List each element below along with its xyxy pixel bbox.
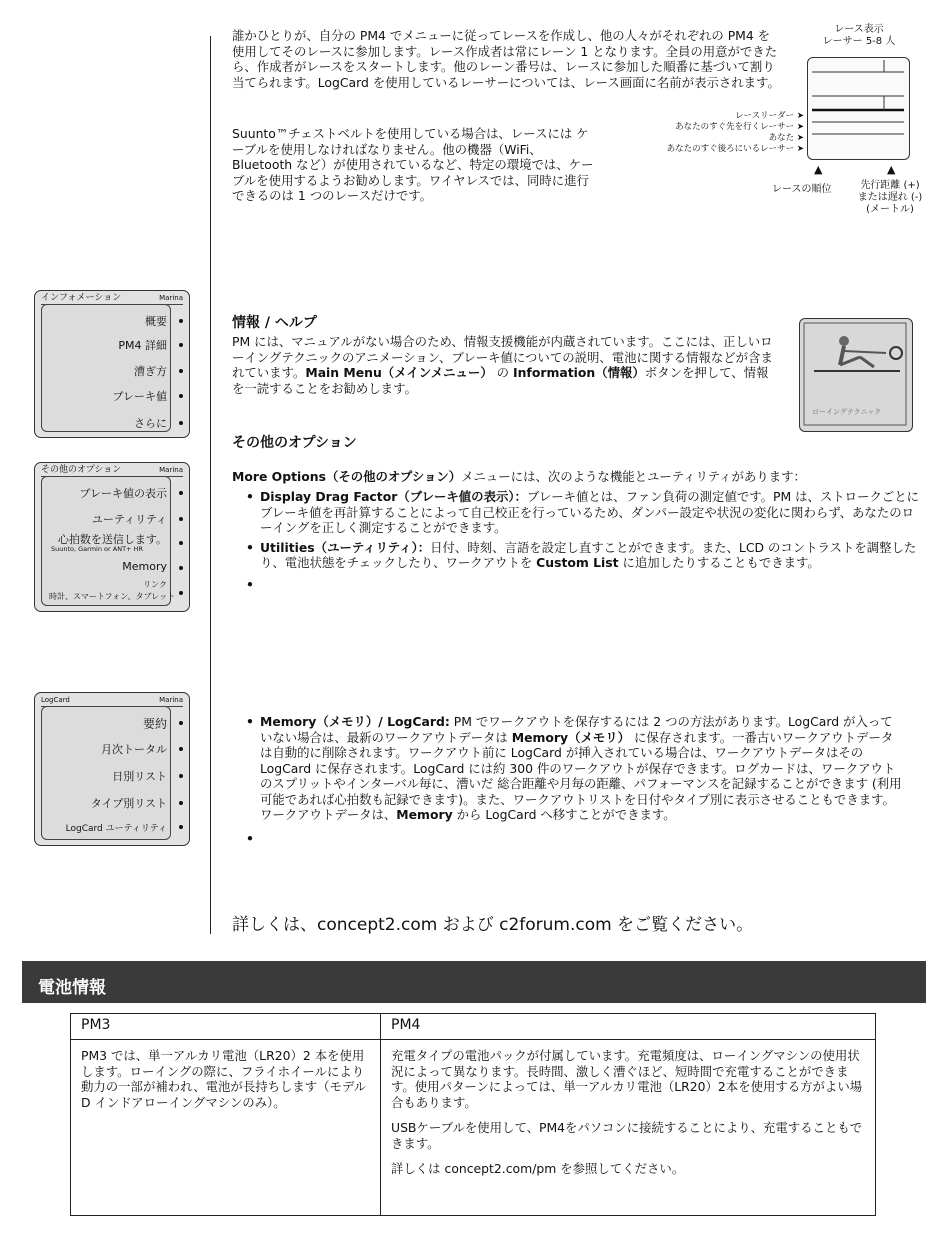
list-item: • Display Drag Factor（ブレーキ値の表示）：ブレーキ値とは、ファン負荷の測定値です。PM は、ストロークごとにブレーキ値を再計算することによって自己校正を行っているため、ダンパー設定や状況の変化に関わらず、あなたのローイングを正しく測定することができます。 [232,489,924,536]
lcd-item-by-type[interactable]: タイプ別リスト [90,797,167,810]
lcd-more-options-menu: その他のオプション Marina ブレーキ値の表示 ユーティリティ 心拍数を送信します。 Suunto, Garmin or ANT+ HR Memory リンク 時計、スマートフォン、タブレット [34,462,190,612]
lcd-item-technique[interactable]: 漕ぎ方 [134,365,167,378]
rowing-animation-screen: ローイングテクニック [799,318,913,432]
race-label-behind: あなたのすぐ後ろにいるレーサー ➤ [666,144,804,154]
lcd-item-link[interactable]: リンク [143,580,167,589]
race-diagram-title: レース表示 レーサー 5-8 人 [822,24,896,47]
info-help-heading: 情報 / ヘルプ [232,315,317,331]
lcd-item-monthly[interactable]: 月次トータル [101,743,167,756]
lcd-item-send-hr[interactable]: 心拍数を送信します。 [57,533,167,546]
up-arrow-icon: ▲ [814,163,823,176]
column-divider [210,36,211,934]
up-arrow-icon: ▲ [887,163,896,176]
lcd-item-display-drag[interactable]: ブレーキ値の表示 [79,487,167,500]
lcd-item-drag-factor[interactable]: ブレーキ値 [112,390,167,403]
race-label-distance: 先行距離 (+) または遅れ (-) (メートル) [857,180,923,215]
race-label-you: あなた ➤ [768,133,804,143]
other-options-list [232,489,924,593]
other-options-intro: More Options（その他のオプション）メニューには、次のような機能とユーティリティがあります： [232,469,806,484]
lcd-item-more[interactable]: さらに [134,417,167,430]
lcd-item-daily[interactable]: 日別リスト [112,770,167,783]
race-label-leader: レースリーダー ➤ [735,111,804,121]
list-item-empty [232,831,904,847]
race-label-ahead: あなたのすぐ先を行くレーサー ➤ [675,122,804,132]
lcd-item-summary[interactable]: 要約 [142,717,167,731]
lcd-item-pm4-details[interactable]: PM4 詳細 [118,339,167,352]
info-help-text: PM には、マニュアルがない場合のため、情報支援機能が内蔵されています。ここには、正しいローイングテクニックのアニメーション、ブレーキ値についての説明、電池に関する情報などが含まれています。Main Menu（メインメニュー） の Information（情報）ボタンを押して、情報を一読することをお勧めします。 [232,334,773,396]
intro-paragraph-2: Suunto™チェストベルトを使用している場合は、レースには ケーブルを使用しなければなりません。他の機器（WiFi、Bluetooth など）が使用されているなど、特定の環境では、ケーブルを使用するようお勧めします。ワイヤレスでは、同時に進行できるのは 1 つのレースだけです。 [232,126,594,203]
lcd-hr-subtext: Suunto, Garmin or ANT+ HR [51,545,143,553]
lcd-item-logcard-utilities[interactable]: LogCard ユーティリティ [65,824,167,834]
intro-paragraph-1: 誰かひとりが、自分の PM4 でメニューに従ってレースを作成し、他の人々がそれぞれの PM4 を使用してそのレースに参加します。レース作成者は常にレーン 1 となります。全員の用意ができたら、作成者がレースをスタートします。他のレーン番号は、レースに参加した順番に基づいて割り当てられます。LogCard を使用しているレーサーについては、レース画面に名前が表示されます。 [232,28,780,90]
list-item-empty [232,577,924,593]
more-info-link-text[interactable]: 詳しくは、concept2.com および c2forum.com をご覧ください。 [232,915,754,935]
lcd-item-overview[interactable]: 概要 [145,315,167,328]
list-item: • Utilities（ユーティリティ）：日付、時刻、言語を設定し直すことができます。また、LCD のコントラストを調整したり、電池状態をチェックしたり、ワークアウトを Custom List に追加したりすることもできます。 [232,540,924,571]
table-cell-pm3: PM3 では、単一アルカリ電池（LR20）2 本を使用します。ローイングの際に、フライホイールにより動力の一部が補われ、電池が長持ちします（モデル D インドアローイングマシンのみ）。 [71,1040,381,1216]
lcd-item-memory[interactable]: Memory [122,560,167,573]
race-label-rank: レースの順位 [772,184,832,195]
battery-section-header: 電池情報 [22,961,926,1003]
table-cell-pm4: 充電タイプの電池パックが付属しています。充電頻度は、ローイングマシンの使用状況によって異なります。長時間、激しく漕ぐほど、短時間で充電することができます。使用パターンによっては、単一アルカリ電池（LR20）2本を使用する方がよい場合もあります。 USBケーブルを使用して、PM4をパソコンに接続することにより、充電することもできます。 詳しくは concept2.com/pm を参照してください。 [381,1040,876,1216]
lcd-item-utilities[interactable]: ユーティリティ [91,513,167,526]
table-header-pm4: PM4 [381,1014,876,1040]
memory-list [232,714,904,847]
lcd-link-subtext: 時計、スマートフォン、タブレット [49,592,176,601]
lcd-information-menu: インフォメーション Marina 概要 PM4 詳細 漕ぎ方 ブレーキ値 さらに [34,290,190,438]
list-item: • Memory（メモリ）/ LogCard: PM でワークアウトを保存するには 2 つの方法があります。LogCard が入っていない場合は、最新のワークアウトデータは Memory（メモリ） に保存されます。一番古いワークアウトデータは自動的に削除されます。ワークアウト前に LogCard が挿入されている場合は、ワークアウトデータはその LogCard に保存されます。LogCard には約 300 件のワークアウトが保存できます。ログカードは、ワークアウトのスプリットやインターバル毎に、漕いだ 総合距離や月毎の距離、パフォーマンスを記録することができます (利用可能であれば心拍数も記録できます)。また、ワークアウトリストを日付やタイプ別に表示させることもできます。ワークアウトデータは、Memory から LogCard へ移すことができます。 [232,714,904,823]
other-options-heading: その他のオプション [232,435,357,451]
race-display-screen [807,57,910,160]
lcd-logcard-menu: LogCard Marina 要約 月次トータル 日別リスト タイプ別リスト LogCard ユーティリティ [34,692,190,846]
battery-table [70,1013,876,1216]
table-header-pm3: PM3 [71,1014,381,1040]
